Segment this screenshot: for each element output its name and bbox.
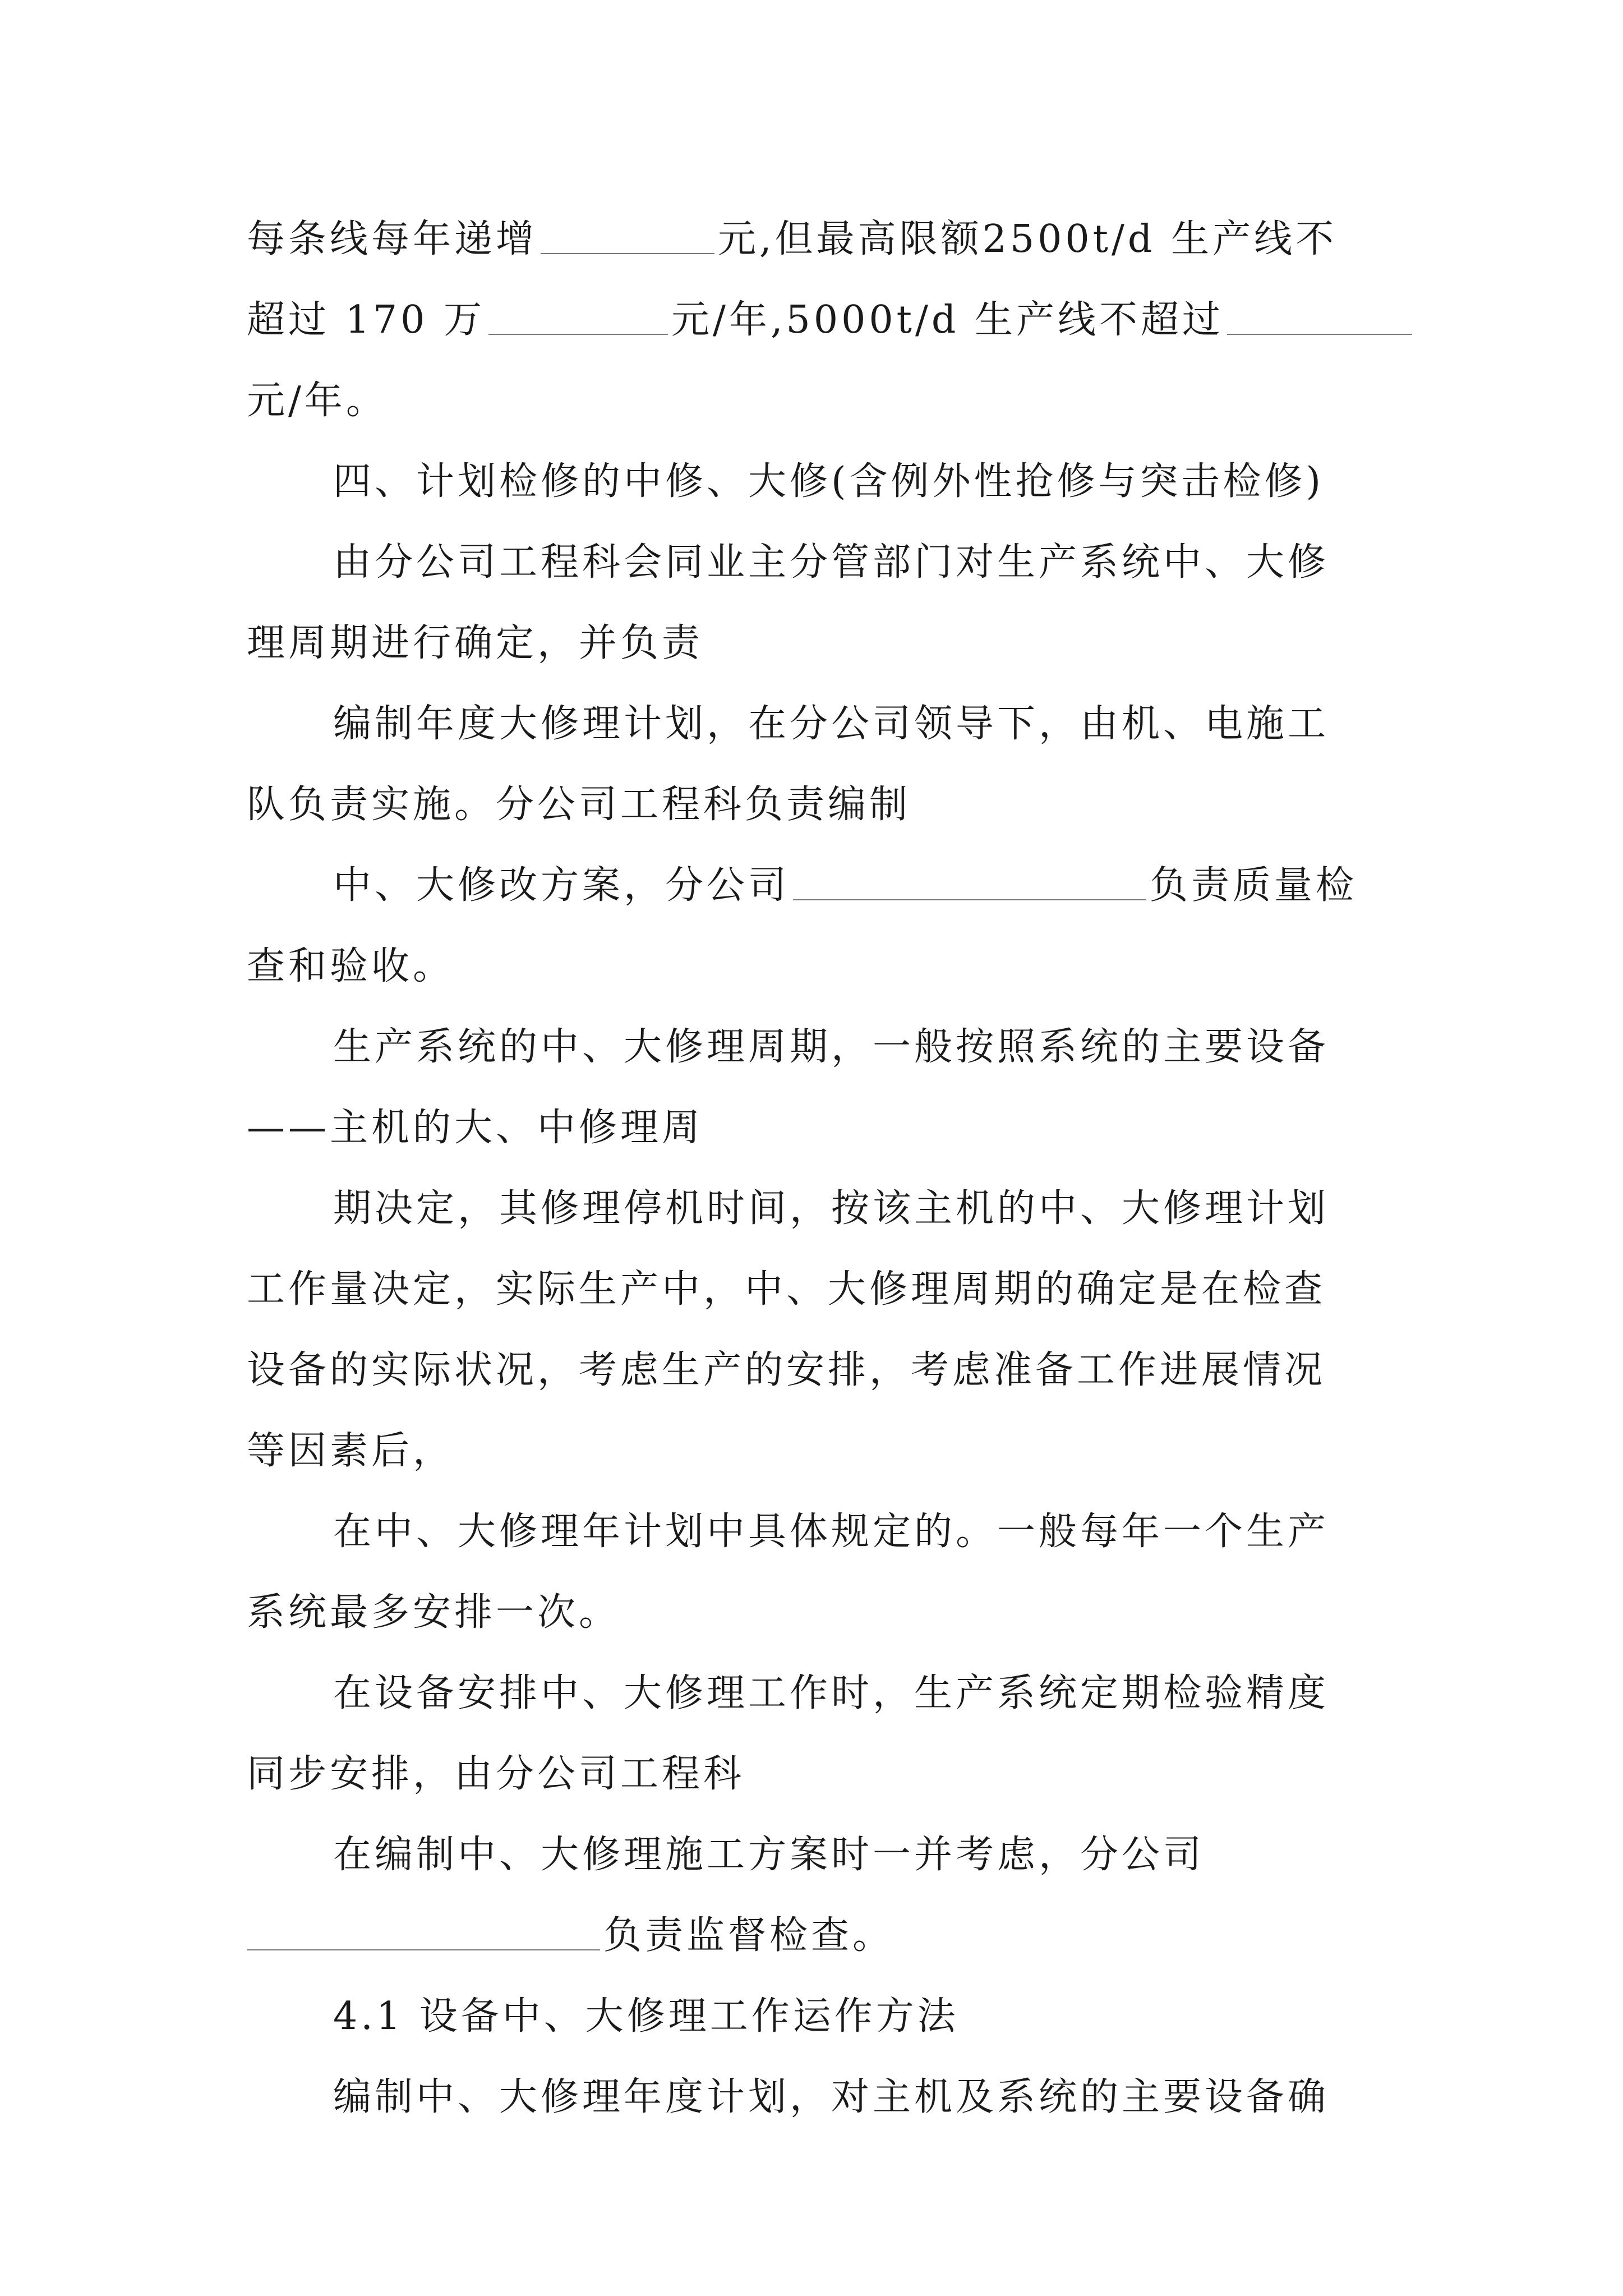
- text-line: 系统最多安排一次。: [247, 1590, 621, 1635]
- section-heading: 四、计划检修的中修、大修(含例外性抢修与突击检修): [333, 459, 1325, 504]
- text-line: [247, 199, 1391, 280]
- text-line: 在编制中、大修理施工方案时一并考虑，分公司: [333, 1833, 1205, 1877]
- fill-in-blank: [541, 231, 714, 254]
- text-line: 编制中、大修理年度计划，对主机及系统的主要设备确: [333, 2075, 1330, 2119]
- fill-in-blank: [488, 311, 668, 335]
- text-segment: 超过 170 万: [247, 298, 486, 342]
- text-segment: 元/年,5000t/d 生产线不超过: [671, 298, 1224, 342]
- text-line: 由分公司工程科会同业主分管部门对生产系统中、大修: [333, 540, 1330, 585]
- fill-in-blank: [1227, 311, 1412, 335]
- document-body: [247, 199, 1391, 2138]
- text-segment: 元,但最高限额2500t/d 生产线不: [718, 217, 1338, 261]
- text-line: 元/年。: [247, 379, 388, 423]
- text-segment: 负责质量检: [1150, 863, 1358, 908]
- text-line: 生产系统的中、大修理周期，一般按照系统的主要设备: [333, 1025, 1330, 1069]
- text-line: 查和验收。: [247, 944, 455, 988]
- subsection-heading: 4.1 设备中、大修理工作运作方法: [333, 1994, 959, 2039]
- text-segment: 中、大修改方案，分公司: [333, 863, 790, 908]
- fill-in-blank: [793, 877, 1146, 900]
- fill-in-blank: [247, 1927, 600, 1950]
- text-line: 等因素后，: [247, 1429, 455, 1473]
- text-line: [247, 845, 1391, 926]
- text-line: 在中、大修理年计划中具体规定的。一般每年一个生产: [333, 1510, 1330, 1554]
- text-segment: 每条线每年递增: [247, 217, 538, 261]
- text-line: [247, 1895, 1391, 1976]
- text-line: 设备的实际状况，考虑生产的安排，考虑准备工作进展情况: [247, 1348, 1326, 1392]
- text-line: 编制年度大修理计划，在分公司领导下，由机、电施工: [333, 702, 1330, 746]
- text-segment: 负责监督检查。: [603, 1913, 895, 1958]
- text-line: 在设备安排中、大修理工作时，生产系统定期检验精度: [333, 1671, 1330, 1715]
- text-line: ——主机的大、中修理周: [247, 1106, 704, 1150]
- text-line: [247, 280, 1391, 361]
- text-line: 理周期进行确定，并负责: [247, 621, 704, 665]
- text-line: 工作量决定，实际生产中，中、大修理周期的确定是在检查: [247, 1267, 1326, 1312]
- text-line: 队负责实施。分公司工程科负责编制: [247, 783, 911, 827]
- text-line: 期决定，其修理停机时间，按该主机的中、大修理计划: [333, 1186, 1330, 1231]
- text-line: 同步安排，由分公司工程科: [247, 1752, 745, 1796]
